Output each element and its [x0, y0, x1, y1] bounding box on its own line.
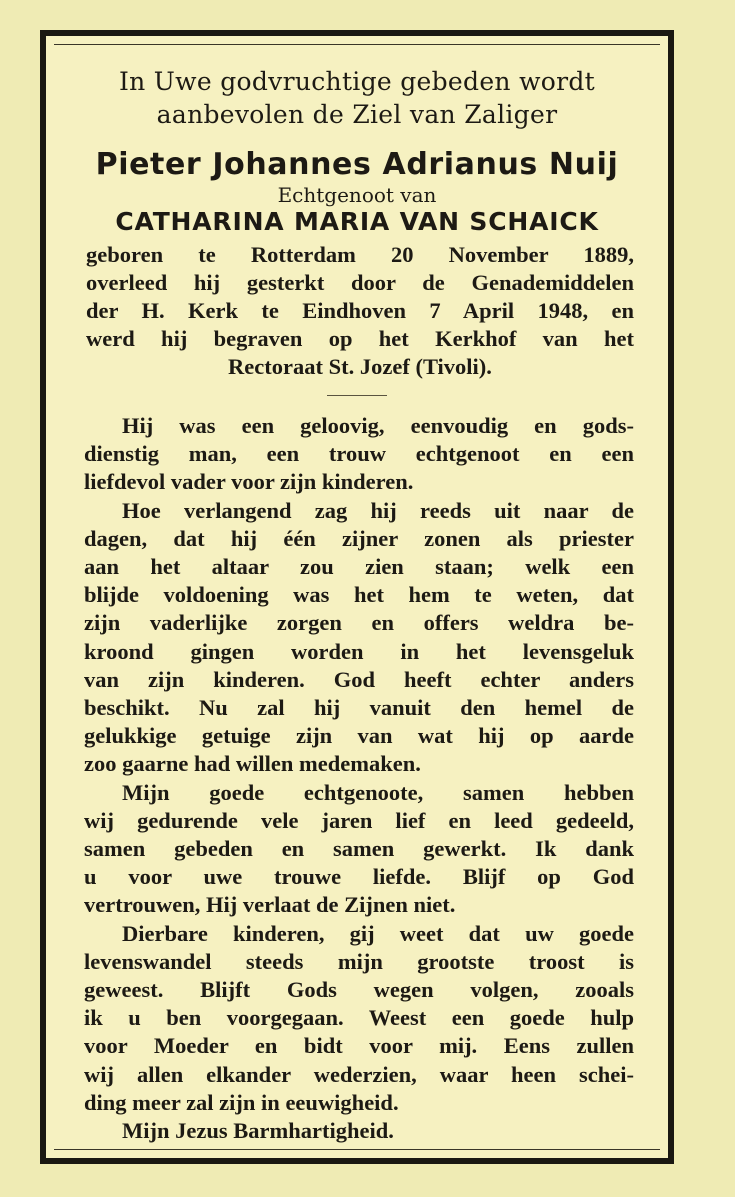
text-line: wij allen elkander wederzien, waar heen schei- — [84, 1061, 634, 1087]
text-line: Mijn goede echtgenoote, samen hebben — [122, 779, 634, 805]
inner-frame — [54, 44, 660, 1150]
life-details — [86, 241, 634, 381]
spouse-label: Echtgenoot van — [277, 183, 437, 207]
text-line: u voor uwe trouwe liefde. Blijf op God — [84, 864, 634, 890]
text-line: dagen, dat hij één zijner zonen als priester — [84, 525, 634, 551]
paragraph — [84, 920, 634, 1117]
text-line: zijn vaderlijke zorgen en offers weldra be- — [84, 610, 634, 636]
text-line: ik u ben voorgegaan. Weest een goede hulp — [84, 1005, 634, 1031]
text-line: van zijn kinderen. God heeft echter anders — [84, 666, 634, 692]
text-line: dienstig man, een trouw echtgenoot en een — [84, 441, 634, 467]
text-line: blijde voldoening was het hem te weten, dat — [84, 582, 634, 608]
deceased-name: Pieter Johannes Adrianus Nuij — [95, 147, 619, 182]
text-line: Hij was een geloovig, eenvoudig en gods- — [122, 413, 634, 438]
divider — [327, 395, 387, 396]
text-line: kroond gingen worden in het levensgeluk — [84, 638, 634, 664]
closing-prayer: Mijn Jezus Barmhartigheid. — [122, 1118, 394, 1144]
text-line: zoo gaarne had willen medemaken. — [84, 751, 421, 777]
paragraph — [84, 779, 634, 920]
life-line: der H. Kerk te Eindhoven 7 April 1948, en — [86, 298, 634, 323]
invocation-line: In Uwe godvruchtige gebeden wordt — [118, 67, 596, 96]
card-content — [54, 65, 660, 1145]
life-line: werd hij begraven op het Kerkhof van het — [86, 326, 634, 351]
text-line: vertrouwen, Hij verlaat de Zijnen niet. — [84, 892, 456, 918]
text-line: beschikt. Nu zal hij vanuit den hemel de — [84, 695, 634, 721]
life-line: geboren te Rotterdam 20 November 1889, — [86, 242, 634, 267]
life-line: Rectoraat St. Jozef (Tivoli). — [228, 354, 492, 379]
text-line: ding meer zal zijn in eeuwigheid. — [84, 1089, 399, 1115]
text-line: voor Moeder en bidt voor mij. Eens zullen — [84, 1033, 634, 1059]
paragraph — [84, 1117, 634, 1145]
memorial-card — [40, 30, 674, 1164]
invocation-line: aanbevolen de Ziel van Zaliger — [156, 100, 558, 129]
life-line: overleed hij gesterkt door de Genademiddelen — [86, 270, 634, 295]
text-line: geweest. Blijft Gods wegen volgen, zooals — [84, 977, 634, 1003]
text-line: levenswandel steeds mijn grootste troost is — [84, 948, 634, 974]
paragraph — [84, 497, 634, 779]
text-line: samen gebeden en samen gewerkt. Ik dank — [84, 836, 634, 862]
text-line: wij gedurende vele jaren lief en leed gedeeld, — [84, 807, 634, 833]
spouse-name: CATHARINA MARIA VAN SCHAICK — [115, 207, 599, 236]
text-line: aan het altaar zou zien staan; welk een — [84, 554, 634, 580]
invocation — [80, 65, 634, 131]
paragraph — [84, 412, 634, 497]
text-line: Hoe verlangend zag hij reeds uit naar de — [122, 497, 634, 523]
text-line: liefdevol vader voor zijn kinderen. — [84, 469, 414, 495]
body-text — [84, 412, 634, 1145]
text-line: gelukkige getuige zijn van wat hij op aarde — [84, 723, 634, 749]
text-line: Dierbare kinderen, gij weet dat uw goede — [122, 920, 634, 946]
